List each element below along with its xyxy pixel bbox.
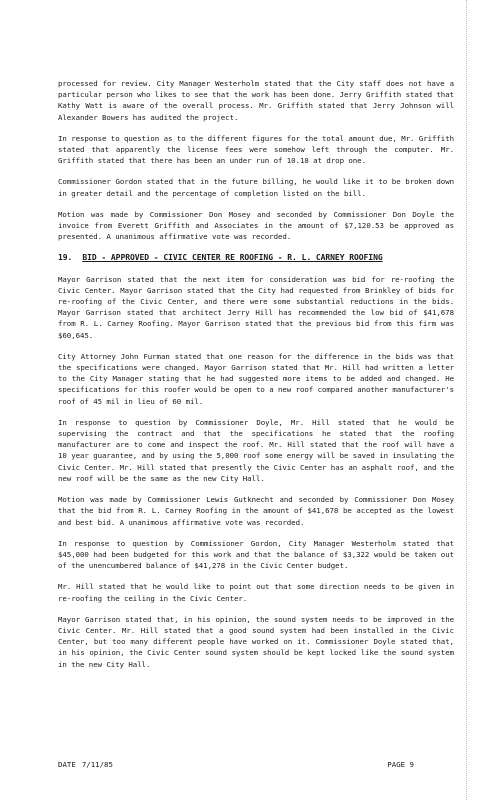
section-title: BID - APPROVED - CIVIC CENTER RE ROOFING - R. L. CARNEY ROOFING [82, 253, 383, 263]
footer-date: 7/11/85 [81, 760, 113, 769]
paragraph: Commissioner Gordon stated that in the future billing, he would like it to be broken down in greater detail and the percentage of completion listed on the bill. [58, 177, 454, 198]
paragraph: Mayor Garrison stated that the next item for consideration was bid for re-roofing the Civic Center. Mayor Garrison stated that the City had requested from Brinkley of bids for re-roofing of the Civic Center, and there were some substantial reductions in the bids. Mayor Garrison stated that architect Jerry Hill has recommended the low bid of $41,678 from R. L. Carney Roofing. Mayor Garrison stated that the previous bid from this firm was $60,645. [58, 274, 454, 340]
paragraph: Mr. Hill stated that he would like to point out that some direction needs to be given in re-roofing the ceiling in the Civic Center. [58, 582, 454, 603]
footer-date-label: DATE [58, 760, 76, 769]
paragraph: Motion was made by Commissioner Lewis Gutknecht and seconded by Commissioner Don Mosey that the bid from R. L. Carney Roofing in the amount of $41,678 be accepted as the lowest and best bid. A unanimous affirmative vote was recorded. [58, 495, 454, 527]
paragraph: In response to question by Commissioner Doyle, Mr. Hill stated that he would be supervising the contract and that the specifications he stated that the roofing manufacturer are to come and inspect the roof. Mr. Hill stated that the roof will have a 10 year guarantee, and by using the 5,000 roof some energy will be saved in insulating the Civic Center. Mr. Hill stated that presently the Civic Center has an asphalt roof, and the new roof will be the same as the new City Hall. [58, 417, 454, 483]
paragraph: In response to question by Commissioner Gordon, City Manager Westerholm stated that $45,000 had been budgeted for this work and that the balance of $3,322 would be taken out of the unencumbered balance of $41,278 in the Civic Center budget. [58, 538, 454, 571]
page-footer [58, 760, 454, 769]
page-edge-mark [466, 0, 469, 800]
section-heading [58, 252, 454, 263]
document-body [58, 78, 454, 680]
paragraph: City Attorney John Furman stated that one reason for the difference in the bids was that the specifications were changed. Mayor Garrison stated that Mr. Hill had written a letter to the City Manager stating that he had suggested more items to be added and changed. He specifications for this roofer would be open to a new roof compared another manufacturer's roof of 45 mil in lieu of 60 mil. [58, 351, 454, 406]
paragraph: Motion was made by Commissioner Don Mosey and seconded by Commissioner Don Doyle the invoice from Everett Griffith and Associates in the amount of $7,120.53 be approved as presented. A unanimous affirmative vote was recorded. [58, 209, 454, 242]
section-number: 19. [58, 253, 73, 263]
paragraph: processed for review. City Manager Westerholm stated that the City staff does not have a particular person who likes to see that the work has been done. Jerry Griffith stated that Kathy Watt is aware of the overall process. Mr. Griffith stated that Jerry Johnson will Alexander Bowers has audited the project. [58, 79, 454, 122]
paragraph: In response to question as to the different figures for the total amount due, Mr. Griffith stated that apparently the license fees were somehow left through the computer. Mr. Griffith stated that there has been an under run of 10.18 at drop one. [58, 133, 454, 166]
paragraph: Mayor Garrison stated that, in his opinion, the sound system needs to be improved in the Civic Center. Mr. Hill stated that a good sound system had been installed in the Civic Center, but too many different people have worked on it. Commissioner Doyle stated that, in his opinion, the Civic Center sound system should be kept locked like the sound system in the new City Hall. [58, 614, 454, 669]
footer-page-number: PAGE 9 [387, 760, 414, 769]
